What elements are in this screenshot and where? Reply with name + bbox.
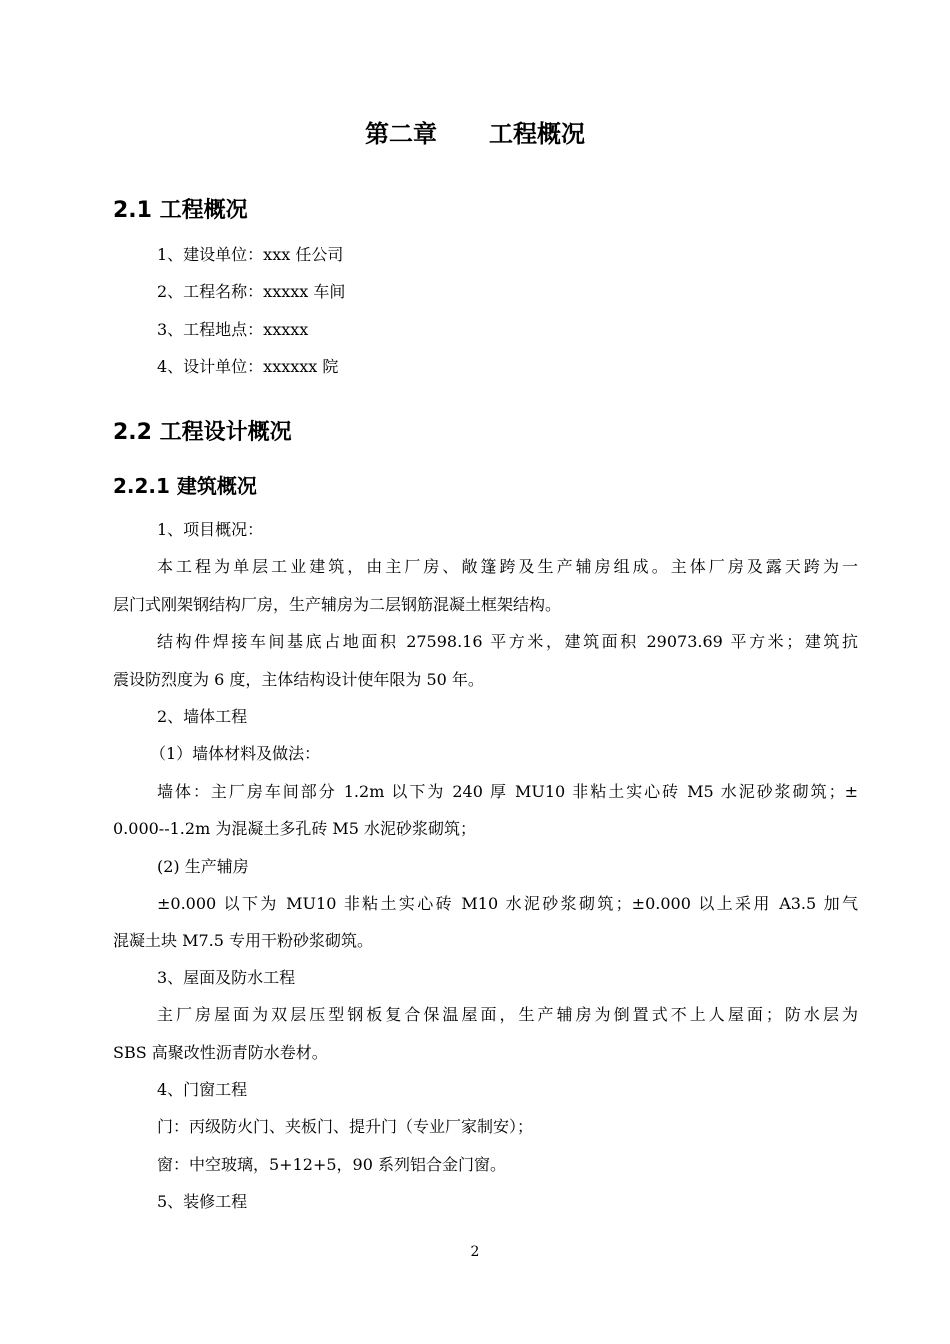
chapter-number: 第二章: [365, 120, 437, 148]
page-number: 2: [470, 1244, 480, 1260]
paragraph-line: 3、屋面及防水工程: [157, 968, 296, 987]
paragraph-line: SBS 高聚改性沥青防水卷材。: [113, 1043, 328, 1062]
list-item: 2、工程名称：xxxxx 车间: [157, 282, 346, 301]
chapter-name: 工程概况: [489, 120, 585, 148]
section-heading-2-2: 2.2 工程设计概况: [113, 420, 292, 445]
list-item: 3、工程地点：xxxxx: [157, 320, 309, 339]
paragraph-line: 1、项目概况：: [157, 520, 264, 539]
paragraph-line: 5、装修工程: [157, 1192, 248, 1211]
paragraph-line: 窗：中空玻璃，5+12+5，90 系列铝合金门窗。: [157, 1155, 506, 1174]
list-item: 4、设计单位：xxxxxx 院: [157, 357, 339, 376]
list-item: 1、建设单位：xxx 任公司: [157, 245, 344, 264]
paragraph-line: 2、墙体工程: [157, 707, 248, 726]
paragraph-line: 4、门窗工程: [157, 1080, 248, 1099]
paragraph-line: (2) 生产辅房: [157, 857, 249, 876]
paragraph-line: ±0.000 以下为 MU10 非粘土实心砖 M10 水泥砂浆砌筑；±0.000 以上采用 A3.5 加气: [157, 894, 858, 913]
paragraph-line: 主厂房屋面为双层压型钢板复合保温屋面，生产辅房为倒置式不上人屋面；防水层为: [157, 1005, 858, 1024]
paragraph-line: 0.000--1.2m 为混凝土多孔砖 M5 水泥砂浆砌筑；: [113, 819, 477, 838]
paragraph-line: 混凝土块 M7.5 专用干粉砂浆砌筑。: [113, 931, 374, 950]
section-heading-2-1: 2.1 工程概况: [113, 198, 248, 223]
paragraph-line: 门：丙级防火门、夹板门、提升门（专业厂家制安）；: [157, 1117, 534, 1136]
paragraph-line: 本工程为单层工业建筑，由主厂房、敞篷跨及生产辅房组成。主体厂房及露天跨为一: [157, 557, 858, 576]
section-heading-2-2-1: 2.2.1 建筑概况: [113, 474, 257, 498]
paragraph-line: 震设防烈度为 6 度，主体结构设计使年限为 50 年。: [113, 670, 484, 689]
paragraph-line: 墙体：主厂房车间部分 1.2m 以下为 240 厚 MU10 非粘土实心砖 M5 水泥砂浆砌筑；±: [157, 782, 858, 801]
paragraph-line: 层门式刚架钢结构厂房，生产辅房为二层钢筋混凝土框架结构。: [113, 595, 562, 614]
paragraph-line: （1）墙体材料及做法：: [150, 744, 321, 763]
paragraph-line: 结构件焊接车间基底占地面积 27598.16 平方米，建筑面积 29073.69 平方米；建筑抗: [157, 632, 858, 651]
chapter-title: [0, 114, 950, 149]
